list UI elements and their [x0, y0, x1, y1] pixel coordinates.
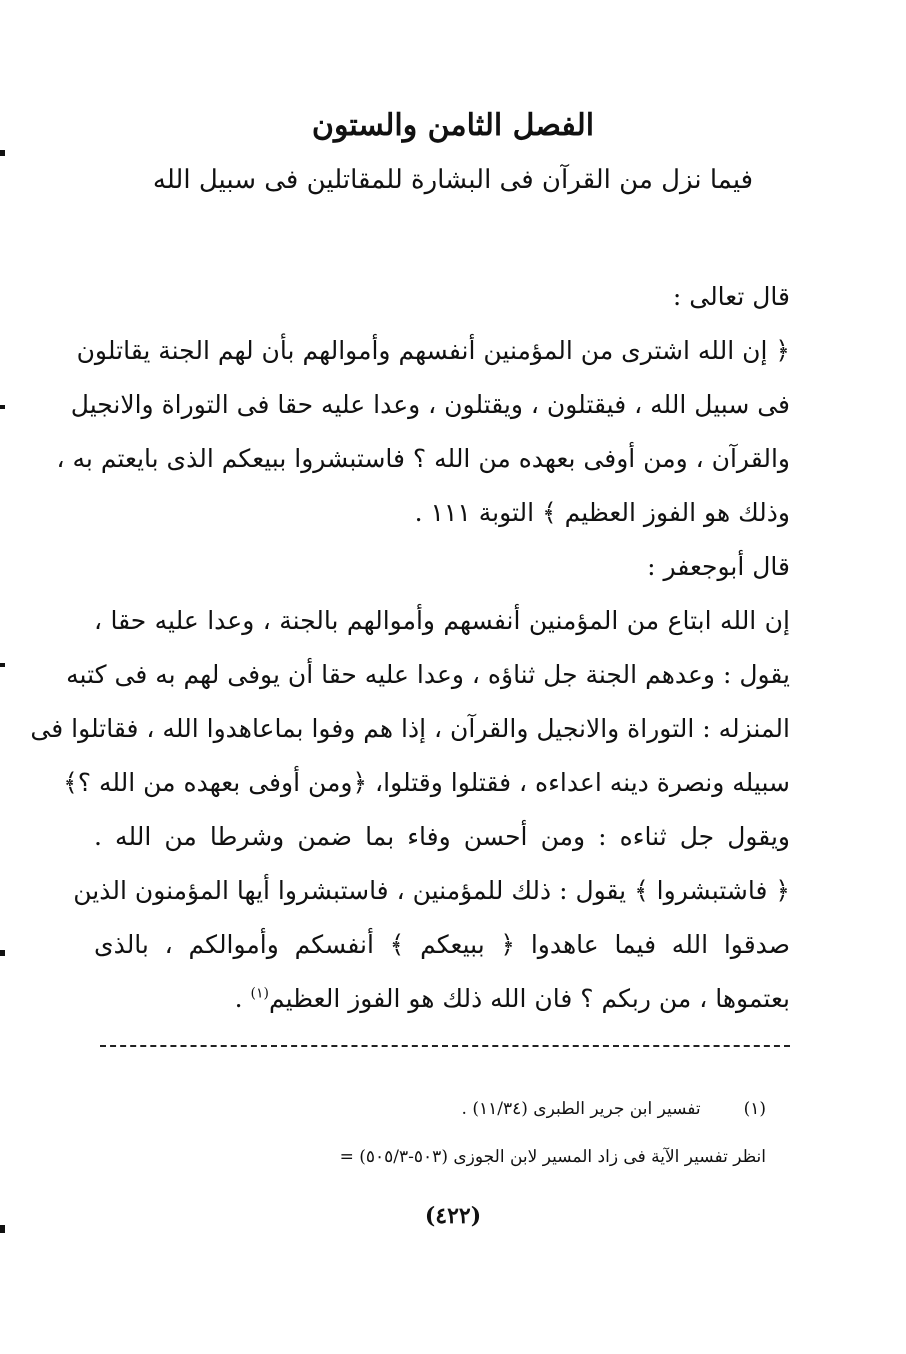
text-line: قال أبوجعفر :	[647, 552, 790, 581]
footnote-reference: (١)	[250, 985, 269, 1002]
scan-margin-mark	[0, 150, 5, 156]
footnote-2	[126, 1133, 766, 1181]
text-line: ويقول جل ثناءه : ومن أحسن وفاء بما ضمن وشرطا من الله .	[94, 822, 790, 851]
chapter-title: الفصل الثامن والستون	[311, 108, 595, 143]
scan-margin-mark	[0, 950, 5, 956]
scan-margin-mark	[0, 1225, 5, 1233]
page-number: (٤٢٢)	[424, 1203, 482, 1229]
text-line: قال تعالى :	[672, 282, 790, 311]
text-line: صدقوا الله فيما عاهدوا ﴿ ببيعكم ﴾ أنفسكم وأموالكم ، بالذى	[94, 930, 790, 959]
chapter-subtitle: فيما نزل من القرآن فى البشارة للمقاتلين فى سبيل الله	[152, 165, 754, 195]
footnote-number: (١)	[743, 1099, 766, 1119]
text-line: المنزله : التوراة والانجيل والقرآن ، إذا هم وفوا بماعاهدوا الله ، فقاتلوا فى	[30, 714, 790, 743]
text-line: وذلك هو الفوز العظيم ﴾ التوبة ١١١ .	[414, 498, 790, 527]
text-line: ﴿ إن الله اشترى من المؤمنين أنفسهم وأموالهم بأن لهم الجنة يقاتلون	[76, 336, 790, 365]
text-line: إن الله ابتاع من المؤمنين أنفسهم وأموالهم بالجنة ، وعدا عليه حقا ،	[94, 606, 790, 635]
text-line-end: .	[234, 984, 251, 1013]
text-line-last	[94, 972, 790, 1026]
text-line: والقرآن ، ومن أوفى بعهده من الله ؟ فاستبشروا ببيعكم الذى بايعتم به ،	[56, 444, 790, 473]
footnote-text: تفسير ابن جرير الطبرى (١١/٣٤) .	[461, 1099, 701, 1119]
footnote-separator	[100, 1045, 790, 1047]
footnote-1	[126, 1085, 766, 1133]
footnote-text: انظر تفسير الآية فى زاد المسير لابن الجوزى (٥٠٣-٥٠٥/٣) =	[339, 1147, 766, 1167]
scan-margin-mark	[0, 405, 5, 409]
footnotes	[126, 1085, 766, 1181]
text-line: فى سبيل الله ، فيقتلون ، ويقتلون ، وعدا عليه حقا فى التوراة والانجيل	[70, 390, 790, 419]
text-line: ﴿ فاشتبشروا ﴾ يقول : ذلك للمؤمنين ، فاستبشروا أيها المؤمنون الذين	[73, 876, 790, 905]
text-line: سبيله ونصرة دينه اعداءه ، فقتلوا وقتلوا، ﴿ومن أوفى بعهده من الله ؟﴾	[63, 768, 790, 797]
text-line-content: بعتموها ، من ربكم ؟ فان الله ذلك هو الفوز العظيم	[268, 984, 790, 1013]
body-text	[30, 270, 790, 1026]
text-line: يقول : وعدهم الجنة جل ثناؤه ، وعدا عليه حقا أن يوفى لهم به فى كتبه	[66, 660, 790, 689]
scan-margin-mark	[0, 663, 5, 667]
